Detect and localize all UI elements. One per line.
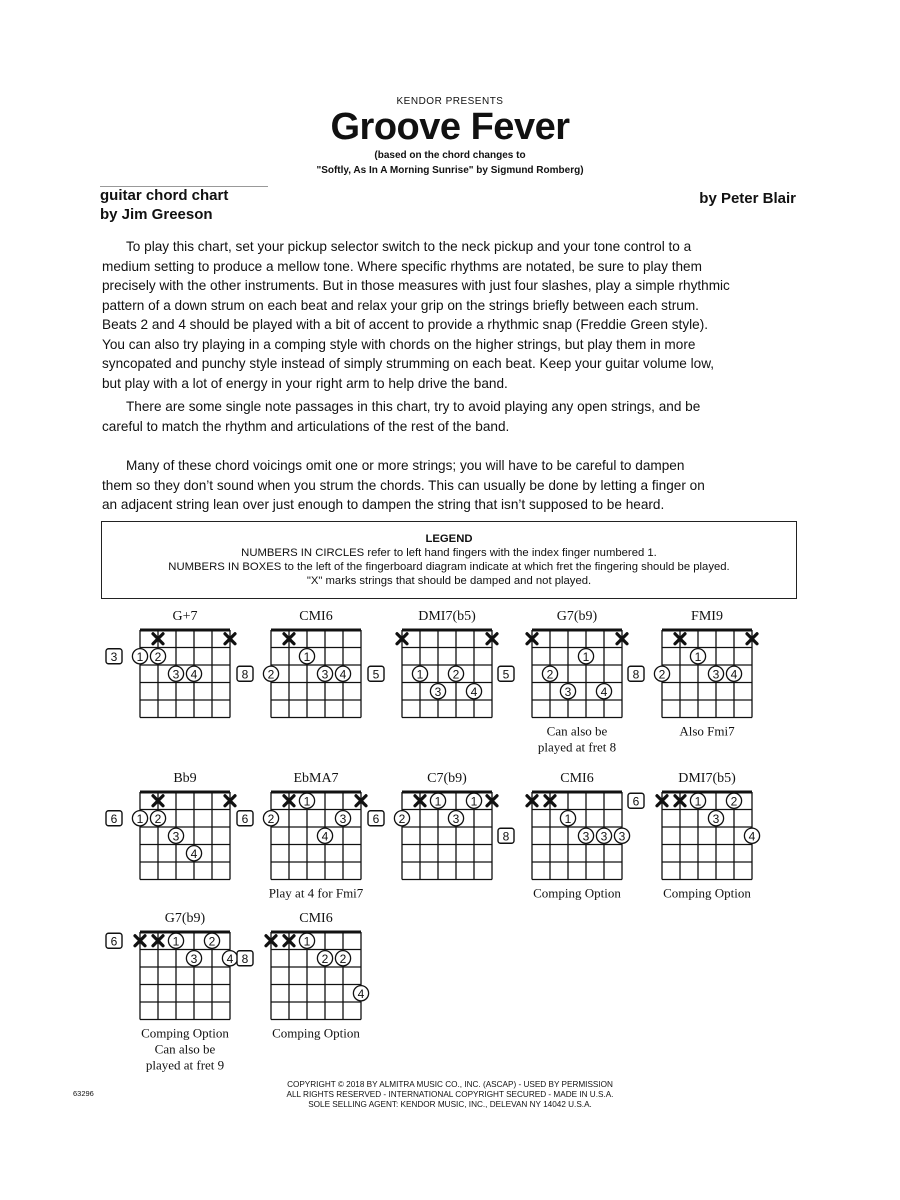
chord-name: CMI6 bbox=[560, 771, 594, 786]
legend-line-circles: NUMBERS IN CIRCLES refer to left hand fingers with the index finger numbered 1. bbox=[241, 547, 657, 559]
chord-caption: Can also be bbox=[154, 1041, 216, 1057]
finger-number: 2 bbox=[208, 934, 216, 949]
copyright-line-3: SOLE SELLING AGENT: KENDOR MUSIC, INC., DELEVAN NY 14042 U.S.A. bbox=[308, 1100, 592, 1109]
composer-credit: by Peter Blair bbox=[699, 190, 796, 207]
finger-number: 3 bbox=[618, 829, 626, 844]
fret-number: 8 bbox=[502, 829, 510, 844]
chord-name: FMI9 bbox=[691, 609, 723, 624]
finger-number: 3 bbox=[339, 811, 347, 826]
chord-name: DMI7(b5) bbox=[418, 609, 476, 624]
fret-number: 6 bbox=[110, 934, 118, 949]
chord-diagram bbox=[106, 771, 235, 880]
text-line: an adjacent string lean over just enough to dampen the string that isn’t supposed to be heard. bbox=[102, 497, 665, 512]
fret-number: 8 bbox=[241, 951, 249, 966]
finger-number: 4 bbox=[190, 846, 198, 861]
finger-number: 1 bbox=[172, 934, 180, 949]
chord-name: DMI7(b5) bbox=[678, 771, 736, 786]
finger-number: 1 bbox=[582, 649, 590, 664]
finger-number: 3 bbox=[172, 667, 180, 682]
finger-number: 1 bbox=[694, 794, 702, 809]
chord-diagram bbox=[368, 609, 497, 718]
text-line: pattern of a down strum on each beat and relax your grip on the strings briefly between each strum. bbox=[102, 297, 699, 313]
chord-diagram bbox=[628, 609, 757, 739]
chord-diagram bbox=[237, 911, 369, 1041]
chord-diagram bbox=[106, 609, 235, 718]
finger-number: 4 bbox=[600, 684, 608, 699]
finger-number: 2 bbox=[452, 667, 460, 682]
finger-number: 2 bbox=[267, 811, 275, 826]
chord-caption: Can also be bbox=[546, 723, 608, 739]
chord-caption: Comping Option bbox=[663, 885, 751, 901]
finger-number: 4 bbox=[357, 986, 365, 1001]
finger-number: 2 bbox=[154, 649, 162, 664]
chord-caption: Also Fmi7 bbox=[679, 723, 735, 739]
catalog-number: 63296 bbox=[73, 1089, 94, 1098]
finger-number: 1 bbox=[434, 794, 442, 809]
chord-diagram bbox=[237, 771, 366, 901]
finger-number: 3 bbox=[712, 667, 720, 682]
finger-number: 1 bbox=[470, 794, 478, 809]
subtitle-line-2: "Softly, As In A Morning Sunrise" by Sigmund Romberg) bbox=[316, 165, 584, 176]
song-title: Groove Fever bbox=[330, 106, 570, 148]
text-line: precisely with the other instruments. But in those measures with just four slashes, play a simple rhythmic bbox=[102, 278, 730, 293]
copyright-line-1: COPYRIGHT © 2018 BY ALMITRA MUSIC CO., INC. (ASCAP) - USED BY PERMISSION bbox=[287, 1080, 613, 1089]
chord-diagram bbox=[237, 609, 361, 718]
finger-number: 2 bbox=[730, 794, 738, 809]
fret-number: 6 bbox=[372, 811, 380, 826]
text-line: There are some single note passages in this chart, try to avoid playing any open strings, and be bbox=[126, 399, 701, 414]
finger-number: 1 bbox=[136, 649, 144, 664]
text-line: syncopated and punchy style instead of simply strumming on each beat. Keep your guitar volume low, bbox=[102, 356, 715, 371]
chord-diagram bbox=[498, 609, 627, 755]
chord-caption: Comping Option bbox=[272, 1025, 360, 1041]
finger-number: 1 bbox=[303, 649, 311, 664]
fret-number: 8 bbox=[241, 667, 249, 682]
finger-number: 2 bbox=[546, 667, 554, 682]
finger-number: 1 bbox=[136, 811, 144, 826]
subtitle-line-1: (based on the chord changes to bbox=[374, 150, 526, 161]
finger-number: 2 bbox=[658, 667, 666, 682]
chord-caption: played at fret 8 bbox=[537, 739, 617, 755]
fret-number: 6 bbox=[110, 811, 118, 826]
legend-line-x: "X" marks strings that should be damped and not played. bbox=[306, 575, 592, 587]
finger-number: 2 bbox=[398, 811, 406, 826]
finger-number: 1 bbox=[303, 794, 311, 809]
fret-number: 3 bbox=[110, 649, 118, 664]
chord-diagram bbox=[106, 911, 238, 1073]
fret-number: 5 bbox=[502, 667, 510, 682]
finger-number: 2 bbox=[339, 951, 347, 966]
text-line: To play this chart, set your pickup selector switch to the neck pickup and your tone control to a bbox=[126, 239, 692, 254]
finger-number: 3 bbox=[712, 811, 720, 826]
chart-label-line-1: guitar chord chart bbox=[100, 187, 229, 204]
chart-label-line-2: by Jim Greeson bbox=[100, 206, 213, 223]
finger-number: 4 bbox=[748, 829, 756, 844]
finger-number: 1 bbox=[694, 649, 702, 664]
text-line: Many of these chord voicings omit one or more strings; you will have to be careful to dampen bbox=[126, 458, 685, 473]
chord-name: Bb9 bbox=[173, 771, 197, 786]
chord-diagram bbox=[628, 771, 760, 901]
finger-number: 1 bbox=[564, 811, 572, 826]
finger-number: 4 bbox=[470, 684, 478, 699]
finger-number: 3 bbox=[190, 951, 198, 966]
chord-name: CMI6 bbox=[299, 911, 333, 926]
text-line: but play with a lot of energy in your right arm to help drive the band. bbox=[102, 375, 508, 391]
legend-title: LEGEND bbox=[425, 533, 473, 545]
finger-number: 3 bbox=[452, 811, 460, 826]
text-line: You can also try playing in a comping style with chords on the higher strings, but play them in more bbox=[102, 336, 696, 352]
copyright-line-2: ALL RIGHTS RESERVED - INTERNATIONAL COPYRIGHT SECURED - MADE IN U.S.A. bbox=[286, 1090, 614, 1099]
chord-name: CMI6 bbox=[299, 609, 333, 624]
text-line: careful to match the rhythm and articulations of the rest of the band. bbox=[102, 418, 510, 434]
finger-number: 4 bbox=[190, 667, 198, 682]
finger-number: 2 bbox=[267, 667, 275, 682]
finger-number: 4 bbox=[339, 667, 347, 682]
finger-number: 2 bbox=[154, 811, 162, 826]
finger-number: 3 bbox=[321, 667, 329, 682]
finger-number: 3 bbox=[172, 829, 180, 844]
finger-number: 1 bbox=[416, 667, 424, 682]
legend-line-boxes: NUMBERS IN BOXES to the left of the fingerboard diagram indicate at which fret the fingering should be played. bbox=[168, 561, 730, 573]
fret-number: 5 bbox=[372, 667, 380, 682]
publisher-presents: KENDOR PRESENTS bbox=[396, 96, 504, 107]
chord-name: C7(b9) bbox=[427, 771, 467, 786]
fret-number: 6 bbox=[241, 811, 249, 826]
finger-number: 3 bbox=[600, 829, 608, 844]
text-line: medium setting to produce a mellow tone. Where specific rhythms are notated, be sure to play them bbox=[102, 258, 702, 274]
finger-number: 3 bbox=[582, 829, 590, 844]
chord-name: G+7 bbox=[172, 609, 198, 624]
finger-number: 4 bbox=[321, 829, 329, 844]
chord-name: G7(b9) bbox=[164, 911, 206, 926]
chord-diagram bbox=[368, 771, 497, 880]
text-line: Beats 2 and 4 should be played with a bit of accent to provide a rhythmic snap (Freddie Green style). bbox=[102, 317, 709, 332]
fret-number: 6 bbox=[632, 794, 640, 809]
finger-number: 2 bbox=[321, 951, 329, 966]
finger-number: 1 bbox=[303, 934, 311, 949]
copyright-notice bbox=[0, 1080, 900, 1110]
finger-number: 3 bbox=[434, 684, 442, 699]
chord-caption: played at fret 9 bbox=[145, 1057, 225, 1073]
chord-diagram bbox=[498, 771, 630, 901]
chord-caption: Play at 4 for Fmi7 bbox=[268, 885, 364, 901]
finger-number: 3 bbox=[564, 684, 572, 699]
finger-number: 4 bbox=[730, 667, 738, 682]
chord-name: EbMA7 bbox=[293, 771, 339, 786]
finger-number: 4 bbox=[226, 951, 234, 966]
chord-caption: Comping Option bbox=[141, 1025, 229, 1041]
fret-number: 8 bbox=[632, 667, 640, 682]
text-line: them so they don’t sound when you strum the chords. This can usually be done by letting a finger on bbox=[102, 477, 705, 493]
chord-name: G7(b9) bbox=[556, 609, 598, 624]
chord-caption: Comping Option bbox=[533, 885, 621, 901]
